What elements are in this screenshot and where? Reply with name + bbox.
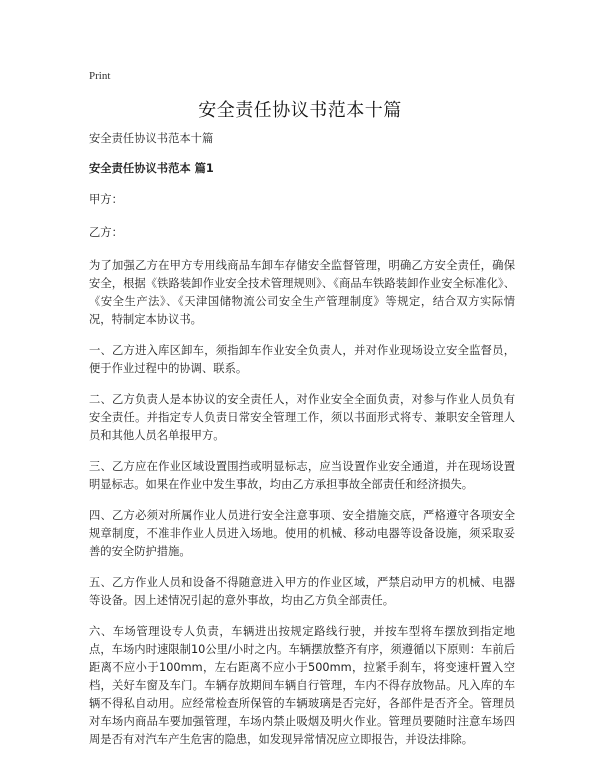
document-subtitle: 安全责任协议书范本十篇 [89,132,214,145]
document-body [89,130,515,762]
party-a-line: 甲方： [89,193,123,206]
paragraph-clause-4: 四、乙方必须对所属作业人员进行安全注意事项、安全措施交底，严格遵守各项安全规章制度，不准非作业人员进入场地。使用的机械、移动电器等设备设施，须采取妥善的安全防护措施。 [89,509,515,558]
paragraph-clause-2: 二、乙方负责人是本协议的安全责任人，对作业安全全面负责，对参与作业人员负有安全责任。并指定专人负责日常安全管理工作，须以书面形式将专、兼职安全管理人员和其他人员名单报甲方。 [89,393,515,442]
document-title: 安全责任协议书范本十篇 [198,100,402,121]
party-b-line: 乙方： [89,226,123,239]
paragraph-clause-3: 三、乙方应在作业区域设置围挡或明显标志，应当设置作业安全通道，并在现场设置明显标志。如果在作业中发生事故，均由乙方承担事故全部责任和经济损失。 [89,460,515,491]
paragraph-intro: 为了加强乙方在甲方专用线商品车卸车存储安全监督管理，明确乙方安全责任，确保安全，根据《铁路装卸作业安全技术管理规则》、《商品车铁路装卸作业安全标准化》、《安全生产法》、《天津国储物流公司安全生产管理制度》等规定，结合双方实际情况，特制定本协议书。 [89,259,515,326]
print-link[interactable]: Print [89,70,111,82]
section-heading: 安全责任协议书范本 篇1 [89,162,214,175]
paragraph-clause-5: 五、乙方作业人员和设备不得随意进入甲方的作业区域，严禁启动甲方的机械、电器等设备。因上述情况引起的意外事故，均由乙方负全部责任。 [89,576,515,607]
paragraph-clause-1: 一、乙方进入库区卸车，须指卸车作业安全负责人，并对作业现场设立安全监督员，便于作业过程中的协调、联系。 [89,344,515,375]
paragraph-clause-6: 六、车场管理设专人负责，车辆进出按规定路线行驶，并按车型将车摆放到指定地点，车场内时速限制10公里/小时之内。车辆摆放整齐有序，须遵循以下原则：车前后距离不应小于100mm，左右距离不应小于500mm，拉紧手刹车，将变速杆置入空档，关好车窗及车门。车辆存放期间车辆自行管理，车内不得存放物品。凡入库的车辆不得私自动用。应经常检查所保管的车辆玻璃是否完好，各部件是否齐全。管理员对车场内商品车要加强管理，车场内禁止吸烟及明火作业。管理员要随时注意车场四周是否有对汽车产生危害的隐患，如发现异常情况应立即报告，并设法排除。 [89,625,515,746]
